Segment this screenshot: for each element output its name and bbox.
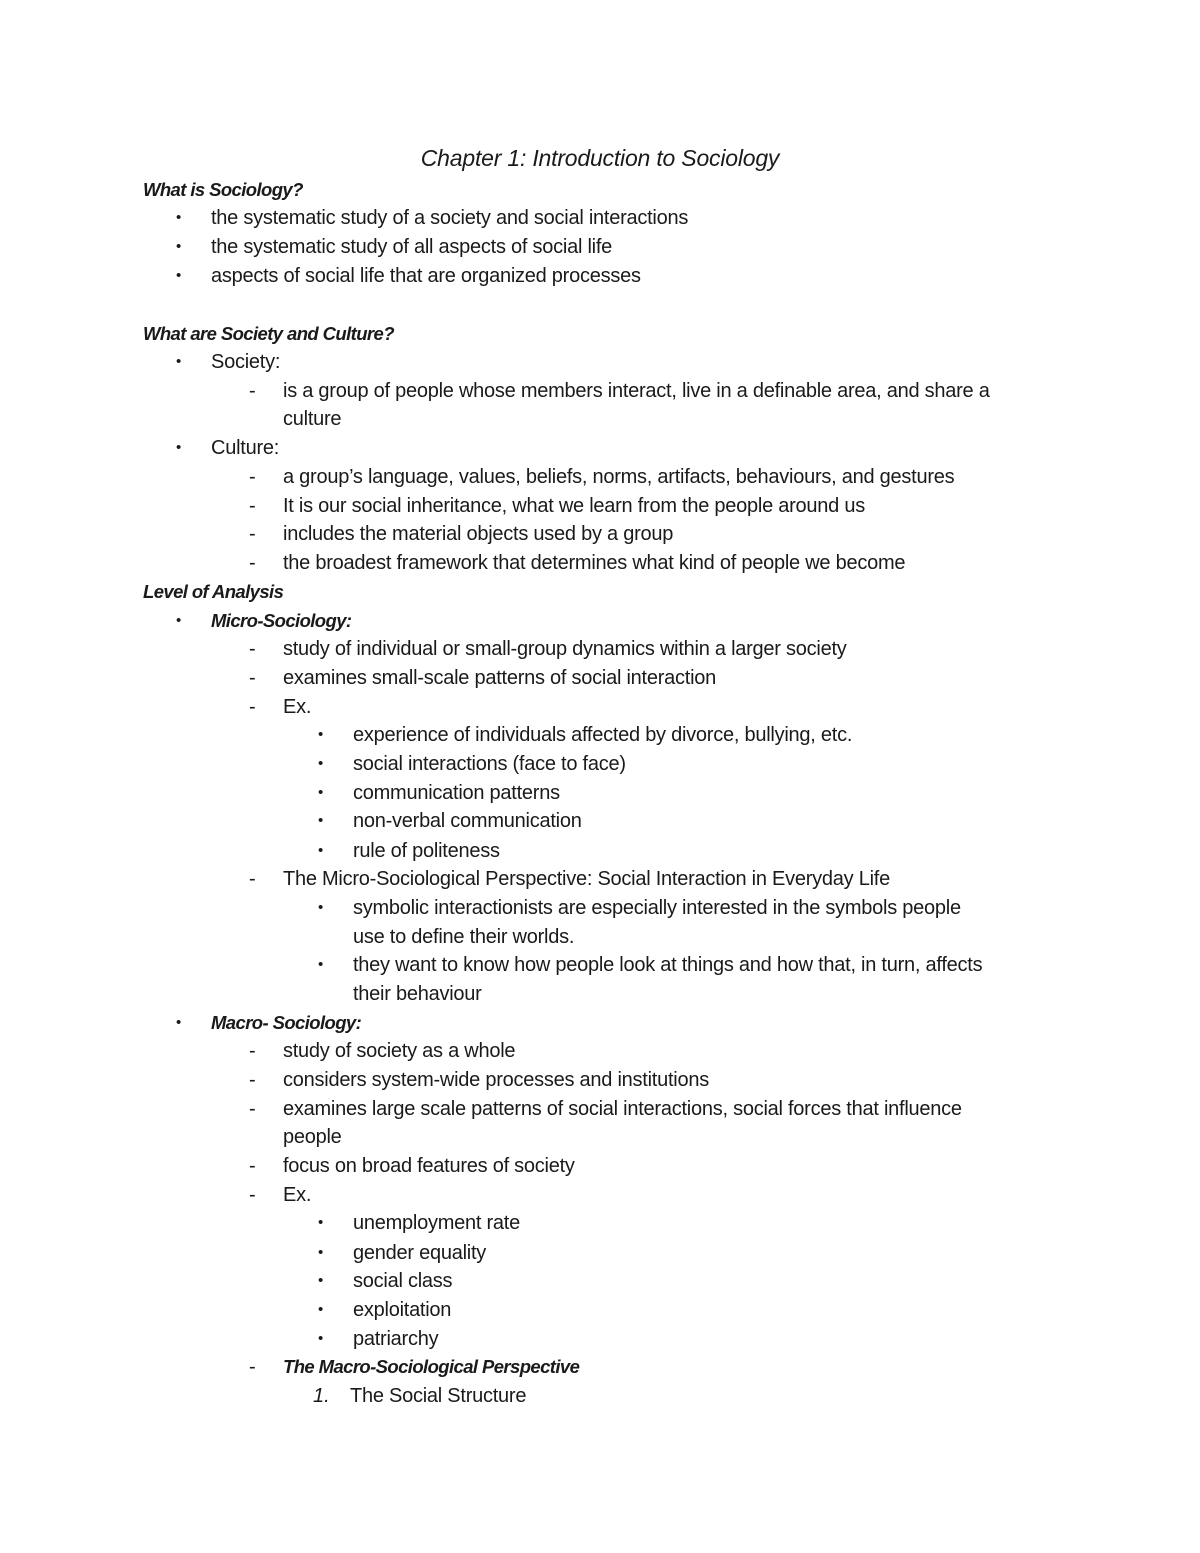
dash-marker: - (249, 1069, 256, 1091)
bullet-icon: • (176, 439, 182, 456)
bullet-icon: • (318, 784, 324, 801)
bullet-icon: • (318, 1244, 324, 1261)
example-item: patriarchy (353, 1328, 439, 1350)
bullet-icon: • (176, 353, 182, 370)
bullet-icon: • (318, 842, 324, 859)
micro-sociology-label: Micro-Sociology: (211, 610, 352, 631)
list-item: the systematic study of a society and social interactions (211, 207, 689, 229)
example-item: communication patterns (353, 782, 560, 804)
list-item: they want to know how people look at things and how that, in turn, affects (353, 954, 983, 976)
bullet-icon: • (318, 755, 324, 772)
heading-level-of-analysis: Level of Analysis (143, 581, 284, 602)
bullet-icon: • (318, 1301, 324, 1318)
list-item: the systematic study of all aspects of social life (211, 236, 613, 258)
dash-marker: - (249, 1040, 256, 1062)
dash-marker: - (249, 868, 256, 890)
list-item: the broadest framework that determines what kind of people we become (283, 552, 906, 574)
list-item: Ex. (283, 1184, 312, 1206)
example-item: gender equality (353, 1242, 487, 1264)
example-item: rule of politeness (353, 840, 500, 862)
list-item: Ex. (283, 696, 312, 718)
list-item: a group’s language, values, beliefs, norms, artifacts, behaviours, and gestures (283, 466, 955, 488)
list-item-society: Society: (211, 351, 281, 373)
list-item: examines small-scale patterns of social interaction (283, 667, 717, 689)
macro-perspective: The Macro-Sociological Perspective (283, 1356, 580, 1377)
list-item: symbolic interactionists are especially interested in the symbols people (353, 897, 961, 919)
list-item: study of society as a whole (283, 1040, 516, 1062)
dash-marker: - (249, 495, 256, 517)
list-item: study of individual or small-group dynamics within a larger society (283, 638, 847, 660)
list-item: considers system-wide processes and institutions (283, 1069, 709, 1091)
dash-marker: - (249, 380, 256, 402)
bullet-icon: • (318, 1214, 324, 1231)
list-item-continuation: culture (283, 408, 342, 430)
dash-marker: - (249, 696, 256, 718)
list-item-continuation: people (283, 1126, 342, 1148)
bullet-icon: • (318, 899, 324, 916)
dash-marker: - (249, 466, 256, 488)
bullet-icon: • (318, 726, 324, 743)
dash-marker: - (249, 638, 256, 660)
example-item: social interactions (face to face) (353, 753, 626, 775)
numbered-marker: 1. (313, 1385, 330, 1407)
list-item: is a group of people whose members interact, live in a definable area, and share a (283, 380, 990, 402)
bullet-icon: • (176, 209, 182, 226)
bullet-icon: • (176, 1014, 182, 1031)
example-item: non-verbal communication (353, 810, 582, 832)
heading-society-culture: What are Society and Culture? (143, 323, 394, 344)
dash-marker: - (249, 552, 256, 574)
list-item: focus on broad features of society (283, 1155, 575, 1177)
heading-what-is-sociology: What is Sociology? (143, 179, 303, 200)
dash-marker: - (249, 1356, 256, 1378)
numbered-item: The Social Structure (350, 1385, 527, 1407)
bullet-icon: • (176, 238, 182, 255)
list-item-culture: Culture: (211, 437, 280, 459)
bullet-icon: • (176, 267, 182, 284)
bullet-icon: • (318, 1330, 324, 1347)
bullet-icon: • (318, 1272, 324, 1289)
dash-marker: - (249, 1155, 256, 1177)
list-item: aspects of social life that are organized processes (211, 265, 641, 287)
dash-marker: - (249, 1098, 256, 1120)
dash-marker: - (249, 1184, 256, 1206)
list-item: examines large scale patterns of social interactions, social forces that influence (283, 1098, 962, 1120)
example-item: experience of individuals affected by divorce, bullying, etc. (353, 724, 853, 746)
example-item: social class (353, 1270, 453, 1292)
list-item: includes the material objects used by a group (283, 523, 674, 545)
list-item-continuation: use to define their worlds. (353, 926, 575, 948)
macro-sociology-label: Macro- Sociology: (211, 1012, 362, 1033)
list-item: It is our social inheritance, what we learn from the people around us (283, 495, 865, 517)
list-item-continuation: their behaviour (353, 983, 482, 1005)
dash-marker: - (249, 667, 256, 689)
example-item: unemployment rate (353, 1212, 520, 1234)
micro-perspective: The Micro-Sociological Perspective: Social Interaction in Everyday Life (283, 868, 890, 890)
document-title: Chapter 1: Introduction to Sociology (420, 145, 780, 171)
bullet-icon: • (318, 812, 324, 829)
bullet-icon: • (318, 956, 324, 973)
bullet-icon: • (176, 612, 182, 629)
dash-marker: - (249, 523, 256, 545)
example-item: exploitation (353, 1299, 452, 1321)
